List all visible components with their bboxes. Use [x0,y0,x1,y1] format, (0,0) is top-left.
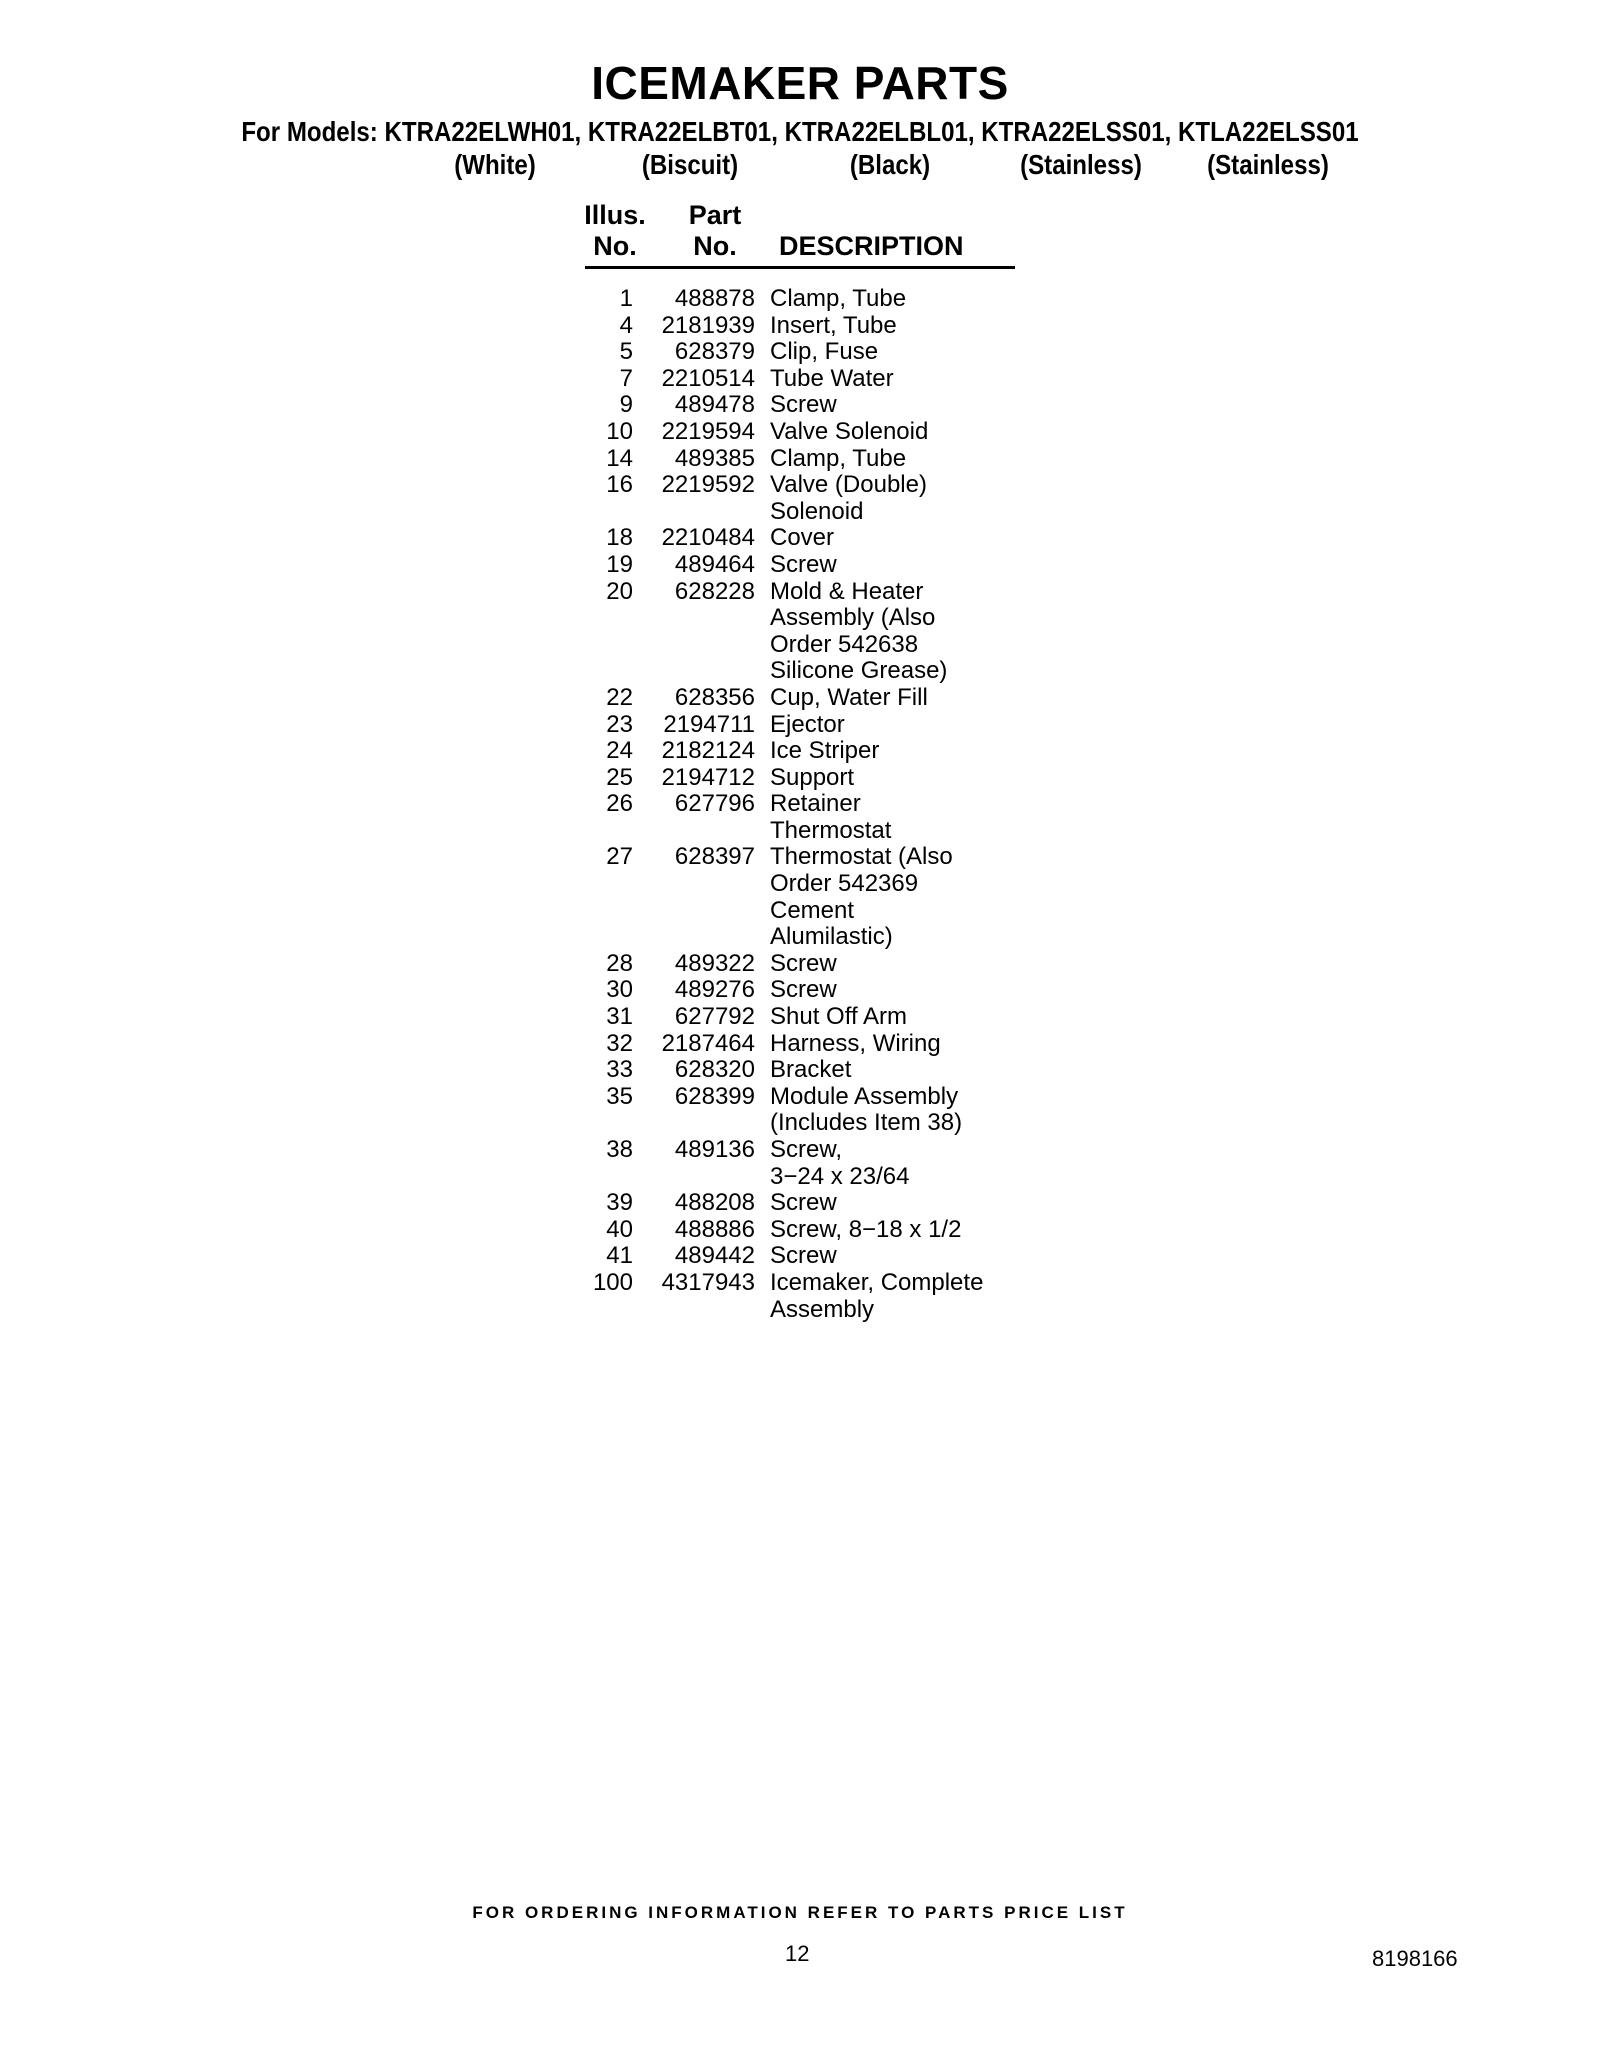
part-description [755,339,1000,366]
part-number: 628228 [674,577,755,605]
illus-number: 1 [619,285,633,312]
illus-number: 14 [606,444,633,472]
table-row [580,286,1040,313]
illus-number: 32 [606,1029,633,1057]
illus-number: 10 [606,417,633,445]
illus-number: 38 [606,1136,633,1163]
color-stainless-1: (Stainless) [1020,149,1142,180]
illus-number: 31 [606,1003,633,1031]
part-description [755,951,1000,978]
part-number: 2219592 [661,471,755,499]
part-number: 627792 [674,1003,755,1031]
description-line: Screw [770,976,837,1004]
illus-number: 18 [606,524,633,552]
part-number: 489322 [674,949,755,977]
table-row [580,977,1040,1004]
description-line: Alumilastic) [770,923,893,951]
part-description [755,1190,1000,1217]
part-description [755,1031,1000,1058]
description-line: Clamp, Tube [770,285,907,312]
table-row [580,1057,1040,1084]
part-description [755,1084,1000,1137]
description-line: Module Assembly [770,1082,959,1110]
part-description [755,366,1000,393]
page-title: ICEMAKER PARTS [591,57,1009,109]
color-stainless-2: (Stainless) [1207,149,1329,180]
part-description [755,738,1000,765]
part-number: 489276 [674,976,755,1004]
color-black: (Black) [849,149,931,180]
part-number: 628356 [674,683,755,711]
header-illus-line2: No. [593,231,637,261]
illus-number: 30 [606,976,633,1004]
part-number: 628379 [674,338,755,366]
part-description [755,685,1000,712]
table-row [580,392,1040,419]
table-row [580,951,1040,978]
illus-number: 4 [619,311,633,339]
part-number: 628397 [674,843,755,871]
table-row [580,552,1040,579]
illus-number: 25 [606,763,633,791]
part-number: 2181939 [661,311,755,339]
illus-number: 26 [606,790,633,818]
illus-number: 100 [592,1268,633,1296]
part-number: 489478 [674,391,755,419]
part-description [755,765,1000,792]
description-line: Harness, Wiring [770,1029,941,1057]
description-line: Cup, Water Fill [770,683,928,711]
header-part-line1: Part [688,200,742,230]
header-rule [585,266,1015,269]
description-line: Valve Solenoid [770,417,929,445]
description-line: Insert, Tube [770,311,897,339]
description-line: Order 542638 [770,630,919,658]
part-number: 2219594 [661,417,755,445]
description-line: Assembly [770,1295,875,1323]
illus-number: 5 [619,338,633,366]
part-description [755,472,1000,525]
part-description [755,313,1000,340]
illus-number: 16 [606,471,633,499]
illus-number: 23 [606,710,633,738]
part-description [755,791,1000,844]
description-line: Screw [770,1242,837,1270]
table-row [580,1270,1040,1323]
description-line: Thermostat (Also [770,843,953,871]
part-number: 2182124 [661,737,755,765]
description-line: 3−24 x 23/64 [770,1162,910,1190]
part-description [755,579,1000,685]
part-description [755,844,1000,950]
description-line: Screw, [770,1136,843,1163]
description-line: Mold & Heater [770,577,924,605]
table-row [580,765,1040,792]
part-description [755,977,1000,1004]
document-number: 8198166 [1372,1946,1458,1971]
models-line: For Models: KTRA22ELWH01, KTRA22ELBT01, KTRA22ELBL01, KTRA22ELSS01, KTLA22ELSS01 [241,116,1359,147]
part-number: 2194712 [661,763,755,791]
part-number: 489464 [674,550,755,578]
part-number: 4317943 [661,1268,755,1296]
header-part-line2: No. [693,231,737,261]
description-line: Screw [770,391,837,419]
part-number: 628399 [674,1082,755,1110]
description-line: Tube Water [770,364,894,392]
part-number: 488886 [674,1215,755,1243]
part-number: 2187464 [661,1029,755,1057]
part-description [755,286,1000,313]
part-description [755,552,1000,579]
part-description [755,712,1000,739]
table-row [580,738,1040,765]
table-row [580,472,1040,525]
header-description: DESCRIPTION [779,231,964,261]
illus-number: 22 [606,683,633,711]
illus-number: 28 [606,949,633,977]
description-line: Screw [770,1189,837,1217]
description-line: Ice Striper [770,737,880,765]
part-number: 628320 [674,1056,755,1084]
illus-number: 24 [606,737,633,765]
color-biscuit: (Biscuit) [641,149,739,180]
description-line: Valve (Double) [770,471,927,499]
table-row [580,685,1040,712]
part-description [755,1270,1000,1323]
illus-number: 9 [619,391,633,419]
table-row [580,1217,1040,1244]
table-row [580,366,1040,393]
page-number: 12 [785,1941,810,1966]
table-row [580,791,1040,844]
illus-number: 19 [606,550,633,578]
illus-number: 27 [606,843,633,871]
part-number: 489136 [674,1136,755,1163]
description-line: Bracket [770,1056,852,1084]
part-number: 488878 [674,285,755,312]
table-row [580,1004,1040,1031]
part-description [755,446,1000,473]
table-row [580,1190,1040,1217]
illus-number: 7 [619,364,633,392]
table-row [580,844,1040,950]
illus-number: 20 [606,577,633,605]
description-line: Screw [770,949,837,977]
description-line: Screw [770,550,837,578]
description-line: Ejector [770,710,845,738]
table-row [580,1137,1040,1190]
table-row [580,525,1040,552]
description-line: Thermostat [770,816,892,844]
part-number: 488208 [674,1189,755,1217]
part-description [755,525,1000,552]
part-number: 489385 [674,444,755,472]
description-line: Assembly (Also [770,604,936,632]
part-description [755,392,1000,419]
table-row [580,313,1040,340]
description-line: (Includes Item 38) [770,1109,963,1137]
table-row [580,1243,1040,1270]
part-number: 2210484 [661,524,755,552]
table-row [580,339,1040,366]
illus-number: 41 [606,1242,633,1270]
description-line: Cement [770,896,855,924]
description-line: Support [770,763,855,791]
illus-number: 40 [606,1215,633,1243]
table-row [580,579,1040,685]
description-line: Retainer [770,790,861,818]
description-line: Solenoid [770,497,864,525]
illus-number: 35 [606,1082,633,1110]
table-row [580,446,1040,473]
header-illus-line1: Illus. [584,200,646,230]
part-description [755,1057,1000,1084]
part-description [755,1004,1000,1031]
description-line: Screw, 8−18 x 1/2 [770,1215,962,1243]
description-line: Order 542369 [770,870,919,898]
illus-number: 39 [606,1189,633,1217]
part-number: 2210514 [661,364,755,392]
illus-number: 33 [606,1056,633,1084]
description-line: Silicone Grease) [770,657,948,685]
description-line: Icemaker, Complete [770,1268,984,1296]
part-number: 489442 [674,1242,755,1270]
parts-list [580,286,1040,1323]
description-line: Cover [770,524,835,552]
part-description [755,1217,1000,1244]
description-line: Shut Off Arm [770,1003,907,1031]
table-row [580,1084,1040,1137]
part-number: 627796 [674,790,755,818]
part-description [755,1243,1000,1270]
ordering-notice: FOR ORDERING INFORMATION REFER TO PARTS PRICE LIST [472,1903,1128,1922]
part-description [755,1137,1000,1190]
color-white: (White) [454,149,536,180]
part-description [755,419,1000,446]
table-row [580,1031,1040,1058]
part-number: 2194711 [663,710,755,738]
description-line: Clamp, Tube [770,444,907,472]
table-row [580,419,1040,446]
table-row [580,712,1040,739]
description-line: Clip, Fuse [770,338,879,366]
